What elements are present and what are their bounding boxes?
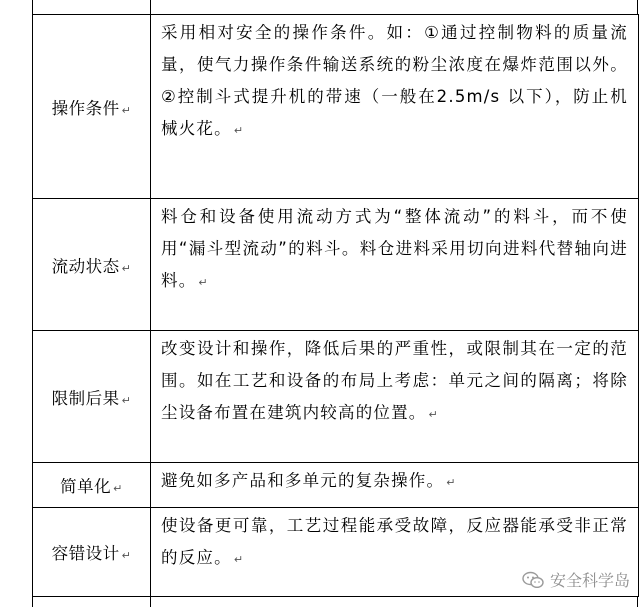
document-page [32, 0, 638, 607]
row-label: 简单化 [60, 477, 112, 496]
paragraph-mark: ↵ [233, 553, 245, 566]
table-continuation-top [32, 0, 638, 14]
row-content-cell [151, 199, 639, 331]
row-label: 容错设计 [51, 544, 120, 563]
paragraph-mark: ↵ [233, 124, 245, 137]
row-label: 流动状态 [51, 256, 120, 276]
watermark-text: 安全科学岛 [549, 571, 630, 590]
table-continuation-bottom [32, 596, 638, 607]
paragraph-mark: ↵ [121, 261, 132, 275]
row-label-cell [33, 463, 151, 508]
table-row [33, 199, 639, 331]
row-content-cell [151, 463, 639, 508]
row-content: 料仓和设备使用流动方式为“整体流动”的料斗，而不使用“漏斗型流动”的料斗。料仓进料采用切向进料代替轴向进料。 [161, 207, 628, 290]
paragraph-mark: ↵ [121, 103, 132, 117]
row-content-cell [151, 331, 639, 463]
row-content: 改变设计和操作，降低后果的严重性，或限制其在一定的范围。如在工艺和设备的布局上考虑：单元之间的隔离；将除尘设备布置在建筑内较高的位置。 [161, 339, 628, 422]
paragraph-mark: ↵ [121, 549, 132, 562]
row-label-cell [33, 331, 151, 463]
row-label: 操作条件 [51, 98, 120, 118]
row-label-cell [33, 508, 151, 597]
row-label-cell [33, 15, 151, 199]
row-content: 采用相对安全的操作条件。如：①通过控制物料的质量流量，使气力操作条件输送系统的粉尘浓度在爆炸范围以外。②控制斗式提升机的带速（一般在2.5m/s 以下），防止机械火花。 [161, 23, 628, 138]
row-label: 限制后果 [51, 388, 120, 408]
row-label-cell [33, 199, 151, 331]
paragraph-mark: ↵ [446, 476, 457, 489]
measures-table [32, 14, 639, 597]
table-row [33, 463, 639, 508]
wechat-icon [522, 571, 544, 589]
watermark [522, 568, 630, 591]
table-row [33, 15, 639, 199]
table-row [33, 331, 639, 463]
row-content-cell [151, 15, 639, 199]
paragraph-mark: ↵ [113, 482, 123, 495]
paragraph-mark: ↵ [198, 276, 209, 289]
row-content: 避免如多产品和多单元的复杂操作。 [161, 471, 445, 490]
row-content: 使设备更可靠，工艺过程能承受故障，反应器能承受非正常的反应。 [161, 516, 628, 567]
paragraph-mark: ↵ [428, 408, 439, 421]
paragraph-mark: ↵ [121, 393, 132, 407]
